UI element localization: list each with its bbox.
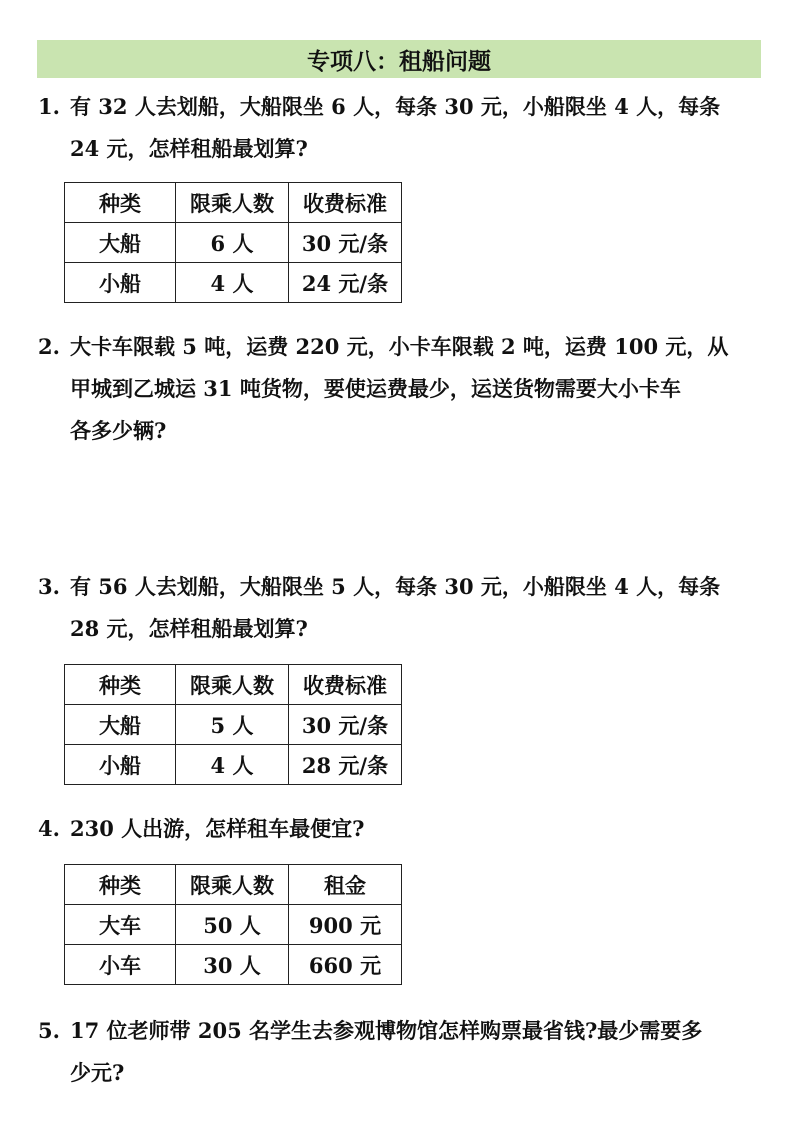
table-header-row xyxy=(65,865,402,905)
q4-table xyxy=(64,864,402,985)
table-cell: 小船 xyxy=(65,263,176,303)
table-row xyxy=(65,223,402,263)
section-title: 专项八：租船问题 xyxy=(37,40,761,78)
question-text-line-2: 28 元，怎样租船最划算? xyxy=(70,616,308,641)
question-text-line-1: 230 人出游，怎样租车最便宜? xyxy=(70,816,365,841)
question-number: 4. xyxy=(38,816,60,841)
table-cell: 30 元/条 xyxy=(289,223,402,263)
table-header-cell: 收费标准 xyxy=(289,183,402,223)
table-cell: 24 元/条 xyxy=(289,263,402,303)
table-row xyxy=(65,905,402,945)
table-cell: 30 人 xyxy=(176,945,289,985)
question-5 xyxy=(38,1010,768,1094)
table-row xyxy=(65,705,402,745)
table-cell: 50 人 xyxy=(176,905,289,945)
table-cell: 小车 xyxy=(65,945,176,985)
q3-table xyxy=(64,664,402,785)
table-cell: 4 人 xyxy=(176,745,289,785)
table-cell: 900 元 xyxy=(289,905,402,945)
question-number: 1. xyxy=(38,94,60,119)
table-row xyxy=(65,945,402,985)
table-cell: 6 人 xyxy=(176,223,289,263)
question-text-line-3: 各多少辆? xyxy=(70,418,167,443)
table-row xyxy=(65,745,402,785)
table-header-row xyxy=(65,665,402,705)
table-header-cell: 种类 xyxy=(65,183,176,223)
table-row xyxy=(65,263,402,303)
table-cell: 660 元 xyxy=(289,945,402,985)
question-text-line-2: 24 元，怎样租船最划算? xyxy=(70,136,308,161)
table-header-cell: 收费标准 xyxy=(289,665,402,705)
question-text-line-1: 有 32 人去划船，大船限坐 6 人，每条 30 元，小船限坐 4 人，每条 xyxy=(70,94,721,119)
table-header-cell: 租金 xyxy=(289,865,402,905)
table-cell: 30 元/条 xyxy=(289,705,402,745)
table-header-cell: 限乘人数 xyxy=(176,865,289,905)
table-header-cell: 限乘人数 xyxy=(176,665,289,705)
table-header-cell: 限乘人数 xyxy=(176,183,289,223)
question-number: 3. xyxy=(38,574,60,599)
question-number: 2. xyxy=(38,334,60,359)
table-cell: 大船 xyxy=(65,223,176,263)
q1-table xyxy=(64,182,402,303)
table-header-cell: 种类 xyxy=(65,865,176,905)
question-3 xyxy=(38,566,768,650)
question-4 xyxy=(38,808,768,850)
table-cell: 28 元/条 xyxy=(289,745,402,785)
table-cell: 大船 xyxy=(65,705,176,745)
question-2 xyxy=(38,326,768,452)
question-text-line-2: 少元? xyxy=(70,1060,125,1085)
table-cell: 大车 xyxy=(65,905,176,945)
table-cell: 小船 xyxy=(65,745,176,785)
question-text-line-1: 大卡车限载 5 吨，运费 220 元，小卡车限载 2 吨，运费 100 元，从 xyxy=(70,334,729,359)
table-cell: 5 人 xyxy=(176,705,289,745)
table-header-cell: 种类 xyxy=(65,665,176,705)
question-text-line-2: 甲城到乙城运 31 吨货物，要使运费最少，运送货物需要大小卡车 xyxy=(70,376,681,401)
question-number: 5. xyxy=(38,1018,60,1043)
table-cell: 4 人 xyxy=(176,263,289,303)
question-text-line-1: 有 56 人去划船，大船限坐 5 人，每条 30 元，小船限坐 4 人，每条 xyxy=(70,574,721,599)
table-header-row xyxy=(65,183,402,223)
question-1 xyxy=(38,86,768,170)
question-text-line-1: 17 位老师带 205 名学生去参观博物馆怎样购票最省钱?最少需要多 xyxy=(70,1018,703,1043)
